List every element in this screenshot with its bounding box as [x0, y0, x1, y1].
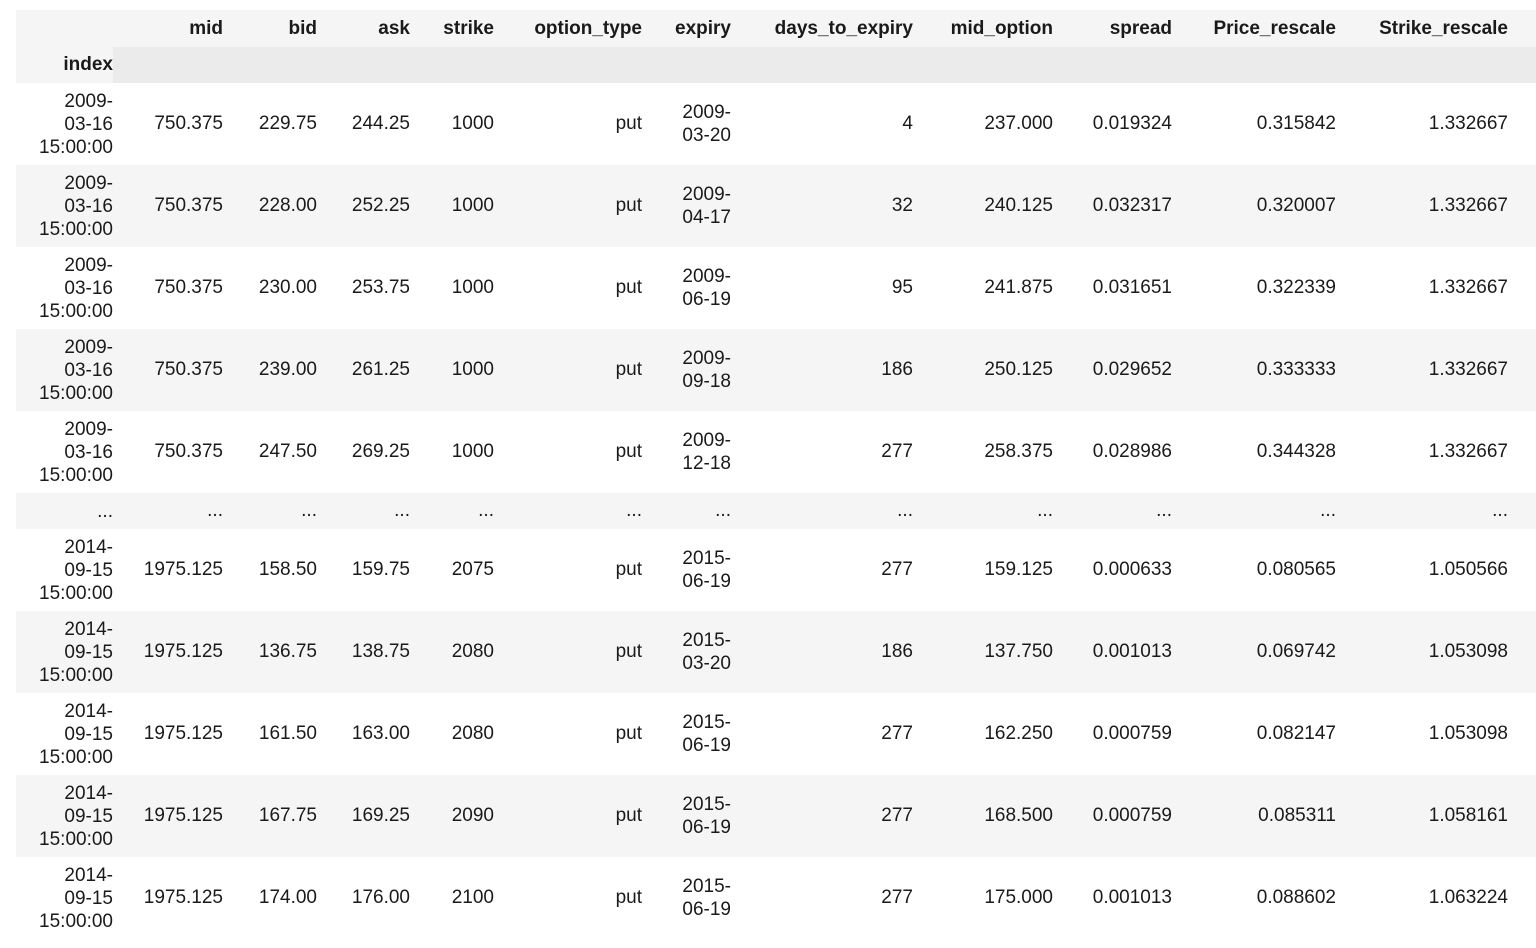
cell-spread: 0.019324 — [1053, 83, 1172, 165]
ellipsis-cell: ... — [16, 493, 113, 529]
cell-bid: 228.00 — [223, 165, 317, 247]
cell-expiry — [642, 165, 731, 247]
cell-strike-rescale: 1.332667 — [1336, 329, 1508, 411]
cell-option-type: put — [494, 857, 642, 939]
cell-mid: 750.375 — [113, 165, 223, 247]
cell-strike-rescale: 1.050566 — [1336, 529, 1508, 611]
row-index-line: 15:00:00 — [39, 300, 113, 322]
cell-bid: 161.50 — [223, 693, 317, 775]
cell-strike-rescale: 1.332667 — [1336, 83, 1508, 165]
cell-truncated — [1508, 83, 1536, 165]
column-header-truncated — [1508, 10, 1536, 47]
cell-ask: 159.75 — [317, 529, 410, 611]
expiry-line: 2015- — [682, 712, 731, 733]
cell-mid-option: 137.750 — [913, 611, 1053, 693]
column-header: spread — [1053, 10, 1172, 47]
cell-spread: 0.001013 — [1053, 857, 1172, 939]
row-index-line: 03-16 — [64, 441, 113, 463]
table-row — [16, 529, 1536, 611]
cell-strike-rescale: 1.058161 — [1336, 775, 1508, 857]
row-index-line: 09-15 — [64, 641, 113, 663]
cell-option-type: put — [494, 529, 642, 611]
cell-price-rescale: 0.085311 — [1172, 775, 1336, 857]
cell-strike-rescale: 1.332667 — [1336, 411, 1508, 493]
row-index-line: 15:00:00 — [39, 382, 113, 404]
cell-ask: 253.75 — [317, 247, 410, 329]
cell-truncated — [1508, 775, 1536, 857]
row-index-line: 15:00:00 — [39, 464, 113, 486]
cell-bid: 230.00 — [223, 247, 317, 329]
row-index-cell — [16, 247, 113, 329]
cell-mid-option: 168.500 — [913, 775, 1053, 857]
cell-price-rescale: 0.315842 — [1172, 83, 1336, 165]
cell-days-to-expiry: 32 — [731, 165, 913, 247]
row-index-line: 2014- — [64, 536, 113, 558]
cell-option-type: put — [494, 411, 642, 493]
cell-days-to-expiry: 277 — [731, 529, 913, 611]
cell-strike-rescale: 1.332667 — [1336, 165, 1508, 247]
cell-strike: 2080 — [410, 693, 494, 775]
row-index-line: 2014- — [64, 782, 113, 804]
column-header: option_type — [494, 10, 642, 47]
cell-ask: 244.25 — [317, 83, 410, 165]
row-index-line: 03-16 — [64, 195, 113, 217]
ellipsis-cell: ... — [494, 493, 642, 529]
cell-spread: 0.000759 — [1053, 775, 1172, 857]
row-index-cell — [16, 775, 113, 857]
cell-strike-rescale: 1.053098 — [1336, 611, 1508, 693]
expiry-line: 06-19 — [682, 735, 731, 756]
cell-ask: 169.25 — [317, 775, 410, 857]
column-header: ask — [317, 10, 410, 47]
cell-mid-option: 258.375 — [913, 411, 1053, 493]
row-index-line: 2014- — [64, 618, 113, 640]
cell-truncated — [1508, 493, 1536, 529]
cell-ask: 138.75 — [317, 611, 410, 693]
cell-strike-rescale: 1.332667 — [1336, 247, 1508, 329]
ellipsis-cell: ... — [223, 493, 317, 529]
column-header: strike — [410, 10, 494, 47]
index-name-header: index — [16, 47, 113, 83]
expiry-line: 2015- — [682, 548, 731, 569]
cell-option-type: put — [494, 611, 642, 693]
cell-truncated — [1508, 247, 1536, 329]
cell-days-to-expiry: 95 — [731, 247, 913, 329]
row-index-cell — [16, 411, 113, 493]
expiry-line: 2015- — [682, 630, 731, 651]
column-header-row — [16, 10, 1536, 47]
cell-strike: 1000 — [410, 329, 494, 411]
cell-mid: 750.375 — [113, 411, 223, 493]
cell-bid: 247.50 — [223, 411, 317, 493]
cell-mid: 1975.125 — [113, 611, 223, 693]
cell-mid-option: 159.125 — [913, 529, 1053, 611]
row-index-line: 09-15 — [64, 723, 113, 745]
table-row — [16, 775, 1536, 857]
cell-mid-option: 237.000 — [913, 83, 1053, 165]
table-row — [16, 693, 1536, 775]
cell-truncated — [1508, 411, 1536, 493]
cell-strike: 1000 — [410, 247, 494, 329]
table-row — [16, 329, 1536, 411]
ellipsis-cell: ... — [1053, 493, 1172, 529]
cell-price-rescale: 0.322339 — [1172, 247, 1336, 329]
row-index-line: 2014- — [64, 700, 113, 722]
cell-strike-rescale: 1.053098 — [1336, 693, 1508, 775]
expiry-line: 2009- — [682, 430, 731, 451]
row-index-line: 2014- — [64, 864, 113, 886]
table-row — [16, 857, 1536, 939]
dataframe-table — [16, 10, 1536, 939]
expiry-line: 2015- — [682, 794, 731, 815]
cell-days-to-expiry: 277 — [731, 693, 913, 775]
row-index-line: 15:00:00 — [39, 746, 113, 768]
dataframe-output — [16, 10, 1536, 939]
cell-expiry — [642, 857, 731, 939]
expiry-line: 04-17 — [682, 207, 731, 228]
cell-strike: 2080 — [410, 611, 494, 693]
row-index-line: 09-15 — [64, 559, 113, 581]
expiry-line: 12-18 — [682, 453, 731, 474]
cell-mid-option: 241.875 — [913, 247, 1053, 329]
row-index-line: 15:00:00 — [39, 828, 113, 850]
ellipsis-row — [16, 493, 1536, 529]
cell-truncated — [1508, 693, 1536, 775]
cell-strike: 2100 — [410, 857, 494, 939]
table-row — [16, 611, 1536, 693]
ellipsis-cell: ... — [1336, 493, 1508, 529]
table-row — [16, 247, 1536, 329]
row-index-line: 03-16 — [64, 359, 113, 381]
cell-mid-option: 250.125 — [913, 329, 1053, 411]
cell-expiry — [642, 329, 731, 411]
row-index-cell — [16, 529, 113, 611]
cell-price-rescale: 0.088602 — [1172, 857, 1336, 939]
row-index-line: 15:00:00 — [39, 664, 113, 686]
cell-expiry — [642, 693, 731, 775]
expiry-line: 06-19 — [682, 899, 731, 920]
expiry-line: 06-19 — [682, 289, 731, 310]
cell-truncated — [1508, 329, 1536, 411]
cell-ask: 163.00 — [317, 693, 410, 775]
cell-mid: 1975.125 — [113, 529, 223, 611]
column-header: mid_option — [913, 10, 1053, 47]
cell-mid: 750.375 — [113, 83, 223, 165]
row-index-line: 15:00:00 — [39, 582, 113, 604]
ellipsis-cell: ... — [731, 493, 913, 529]
header-corner — [16, 10, 113, 47]
cell-expiry — [642, 775, 731, 857]
ellipsis-cell: ... — [317, 493, 410, 529]
row-index-cell — [16, 693, 113, 775]
cell-ask: 261.25 — [317, 329, 410, 411]
column-header: mid — [113, 10, 223, 47]
row-index-line: 2009- — [64, 336, 113, 358]
expiry-line: 2015- — [682, 876, 731, 897]
cell-days-to-expiry: 186 — [731, 329, 913, 411]
row-index-line: 2009- — [64, 90, 113, 112]
cell-ask: 269.25 — [317, 411, 410, 493]
ellipsis-cell: ... — [642, 493, 731, 529]
row-index-cell — [16, 83, 113, 165]
cell-days-to-expiry: 186 — [731, 611, 913, 693]
row-index-line: 09-15 — [64, 887, 113, 909]
cell-expiry — [642, 611, 731, 693]
cell-truncated — [1508, 165, 1536, 247]
row-index-line: 09-15 — [64, 805, 113, 827]
cell-strike: 1000 — [410, 165, 494, 247]
expiry-line: 06-19 — [682, 817, 731, 838]
cell-price-rescale: 0.333333 — [1172, 329, 1336, 411]
cell-price-rescale: 0.069742 — [1172, 611, 1336, 693]
table-row — [16, 165, 1536, 247]
expiry-line: 2009- — [682, 348, 731, 369]
row-index-line: 03-16 — [64, 113, 113, 135]
cell-ask: 176.00 — [317, 857, 410, 939]
cell-days-to-expiry: 4 — [731, 83, 913, 165]
cell-mid: 750.375 — [113, 247, 223, 329]
cell-days-to-expiry: 277 — [731, 411, 913, 493]
row-index-line: 03-16 — [64, 277, 113, 299]
expiry-line: 03-20 — [682, 125, 731, 146]
ellipsis-cell: ... — [1172, 493, 1336, 529]
column-header: Strike_rescale — [1336, 10, 1508, 47]
row-index-line: 2009- — [64, 418, 113, 440]
cell-strike: 1000 — [410, 411, 494, 493]
cell-bid: 158.50 — [223, 529, 317, 611]
cell-mid-option: 175.000 — [913, 857, 1053, 939]
row-index-cell — [16, 165, 113, 247]
cell-spread: 0.032317 — [1053, 165, 1172, 247]
cell-bid: 167.75 — [223, 775, 317, 857]
cell-mid-option: 162.250 — [913, 693, 1053, 775]
row-index-cell — [16, 857, 113, 939]
cell-bid: 174.00 — [223, 857, 317, 939]
ellipsis-cell: ... — [913, 493, 1053, 529]
cell-option-type: put — [494, 775, 642, 857]
row-index-cell — [16, 611, 113, 693]
cell-truncated — [1508, 611, 1536, 693]
row-index-line: 2009- — [64, 254, 113, 276]
cell-days-to-expiry: 277 — [731, 857, 913, 939]
expiry-line: 2009- — [682, 102, 731, 123]
expiry-line: 2009- — [682, 266, 731, 287]
cell-option-type: put — [494, 247, 642, 329]
cell-ask: 252.25 — [317, 165, 410, 247]
row-index-cell — [16, 329, 113, 411]
cell-price-rescale: 0.320007 — [1172, 165, 1336, 247]
cell-mid: 1975.125 — [113, 775, 223, 857]
cell-option-type: put — [494, 83, 642, 165]
expiry-line: 2009- — [682, 184, 731, 205]
cell-truncated — [1508, 529, 1536, 611]
cell-bid: 239.00 — [223, 329, 317, 411]
cell-strike: 1000 — [410, 83, 494, 165]
row-index-line: 15:00:00 — [39, 910, 113, 932]
cell-spread: 0.028986 — [1053, 411, 1172, 493]
cell-spread: 0.000633 — [1053, 529, 1172, 611]
column-header: Price_rescale — [1172, 10, 1336, 47]
cell-bid: 229.75 — [223, 83, 317, 165]
cell-mid: 750.375 — [113, 329, 223, 411]
row-index-line: 2009- — [64, 172, 113, 194]
cell-strike: 2075 — [410, 529, 494, 611]
cell-spread: 0.029652 — [1053, 329, 1172, 411]
expiry-line: 09-18 — [682, 371, 731, 392]
cell-expiry — [642, 83, 731, 165]
cell-mid: 1975.125 — [113, 857, 223, 939]
column-header: bid — [223, 10, 317, 47]
cell-price-rescale: 0.344328 — [1172, 411, 1336, 493]
cell-expiry — [642, 247, 731, 329]
cell-expiry — [642, 411, 731, 493]
row-index-line: 15:00:00 — [39, 136, 113, 158]
cell-spread: 0.000759 — [1053, 693, 1172, 775]
expiry-line: 06-19 — [682, 571, 731, 592]
column-header: days_to_expiry — [731, 10, 913, 47]
ellipsis-cell: ... — [410, 493, 494, 529]
row-index-line: 15:00:00 — [39, 218, 113, 240]
cell-price-rescale: 0.080565 — [1172, 529, 1336, 611]
table-row — [16, 411, 1536, 493]
cell-spread: 0.001013 — [1053, 611, 1172, 693]
expiry-line: 03-20 — [682, 653, 731, 674]
table-body — [16, 83, 1536, 939]
cell-expiry — [642, 529, 731, 611]
column-header: expiry — [642, 10, 731, 47]
index-header-row — [16, 47, 1536, 83]
cell-option-type: put — [494, 693, 642, 775]
cell-mid-option: 240.125 — [913, 165, 1053, 247]
ellipsis-cell: ... — [113, 493, 223, 529]
cell-strike: 2090 — [410, 775, 494, 857]
cell-strike-rescale: 1.063224 — [1336, 857, 1508, 939]
cell-option-type: put — [494, 165, 642, 247]
cell-mid: 1975.125 — [113, 693, 223, 775]
cell-spread: 0.031651 — [1053, 247, 1172, 329]
cell-days-to-expiry: 277 — [731, 775, 913, 857]
cell-truncated — [1508, 857, 1536, 939]
table-row — [16, 83, 1536, 165]
cell-price-rescale: 0.082147 — [1172, 693, 1336, 775]
cell-bid: 136.75 — [223, 611, 317, 693]
cell-option-type: put — [494, 329, 642, 411]
